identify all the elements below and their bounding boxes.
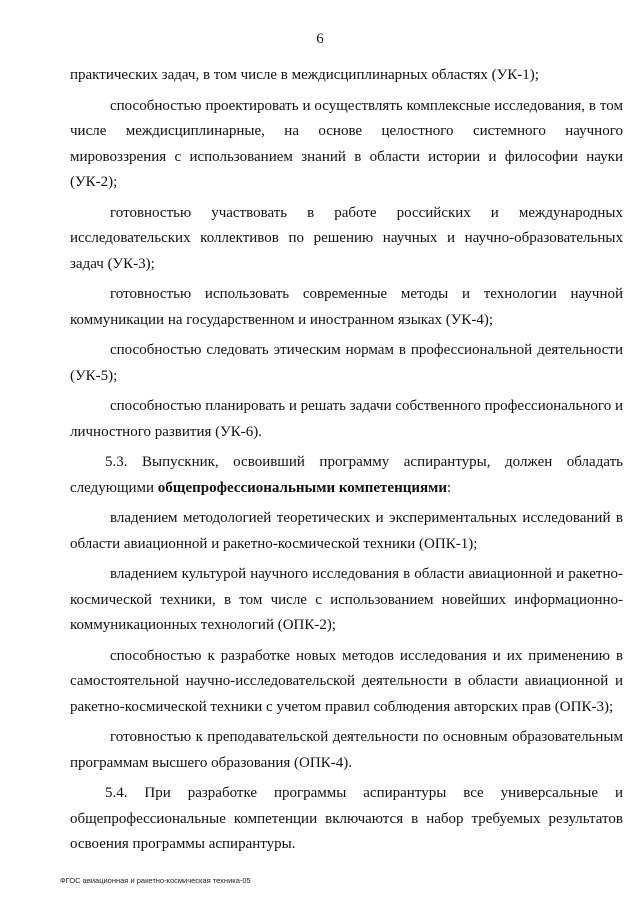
section-5-3-colon: : — [446, 479, 452, 496]
page-footer: ФГОС авиационная и ракетно-космическая техника-05 — [60, 876, 251, 885]
paragraph-uk4: готовностью использовать современные методы и технологии научной коммуникации на государственном и иностранном языках (УК-4); — [70, 286, 623, 328]
paragraph-uk2: способностью проектировать и осуществлять комплексные исследования, в том числе междисциплинарные, на основе целостного системного научного мировоззрения с использованием знаний в области истории и философии науки (УК-2); — [70, 97, 623, 190]
paragraph-opk4: готовностью к преподавательской деятельности по основным образовательным программам высшего образования (ОПК-4). — [70, 729, 623, 771]
paragraph-uk5: способностью следовать этическим нормам в профессиональной деятельности (УК-5); — [70, 342, 623, 384]
competencies-term: общепрофессиональными компетенциями — [157, 479, 447, 496]
paragraph-opk3: способностью к разработке новых методов исследования и их применению в самостоятельной научно-исследовательской деятельности в области авиационной и ракетно-космической техники с учетом правил соблюдения авторских прав (ОПК-3); — [70, 647, 623, 715]
paragraph-section-5-3 — [70, 450, 623, 501]
page-number: 6 — [316, 31, 324, 47]
paragraph-uk3: готовностью участвовать в работе российских и международных исследовательских коллективов по решению научных и научно-образовательных задач (УК-3); — [70, 204, 623, 272]
paragraph-opk1: владением методологией теоретических и экспериментальных исследований в области авиационной и ракетно-космической техники (ОПК-1); — [70, 510, 623, 552]
document-body — [70, 63, 623, 863]
paragraph-uk1-tail: практических задач, в том числе в междисциплинарных областях (УК-1); — [70, 67, 539, 83]
paragraph-section-5-4: 5.4. При разработке программы аспирантуры все универсальные и общепрофессиональные компетенции включаются в набор требуемых результатов освоения программы аспирантуры. — [70, 785, 623, 852]
paragraph-uk6: способностью планировать и решать задачи собственного профессионального и личностного развития (УК-6). — [70, 398, 623, 440]
paragraph-opk2: владением культурой научного исследования в области авиационной и ракетно-космической техники, в том числе с использованием новейших информационно-коммуникационных технологий (ОПК-2); — [70, 566, 623, 633]
section-5-3-intro: 5.3. Выпускник, освоивший программу аспирантуры, должен обладать следующими — [70, 454, 623, 496]
